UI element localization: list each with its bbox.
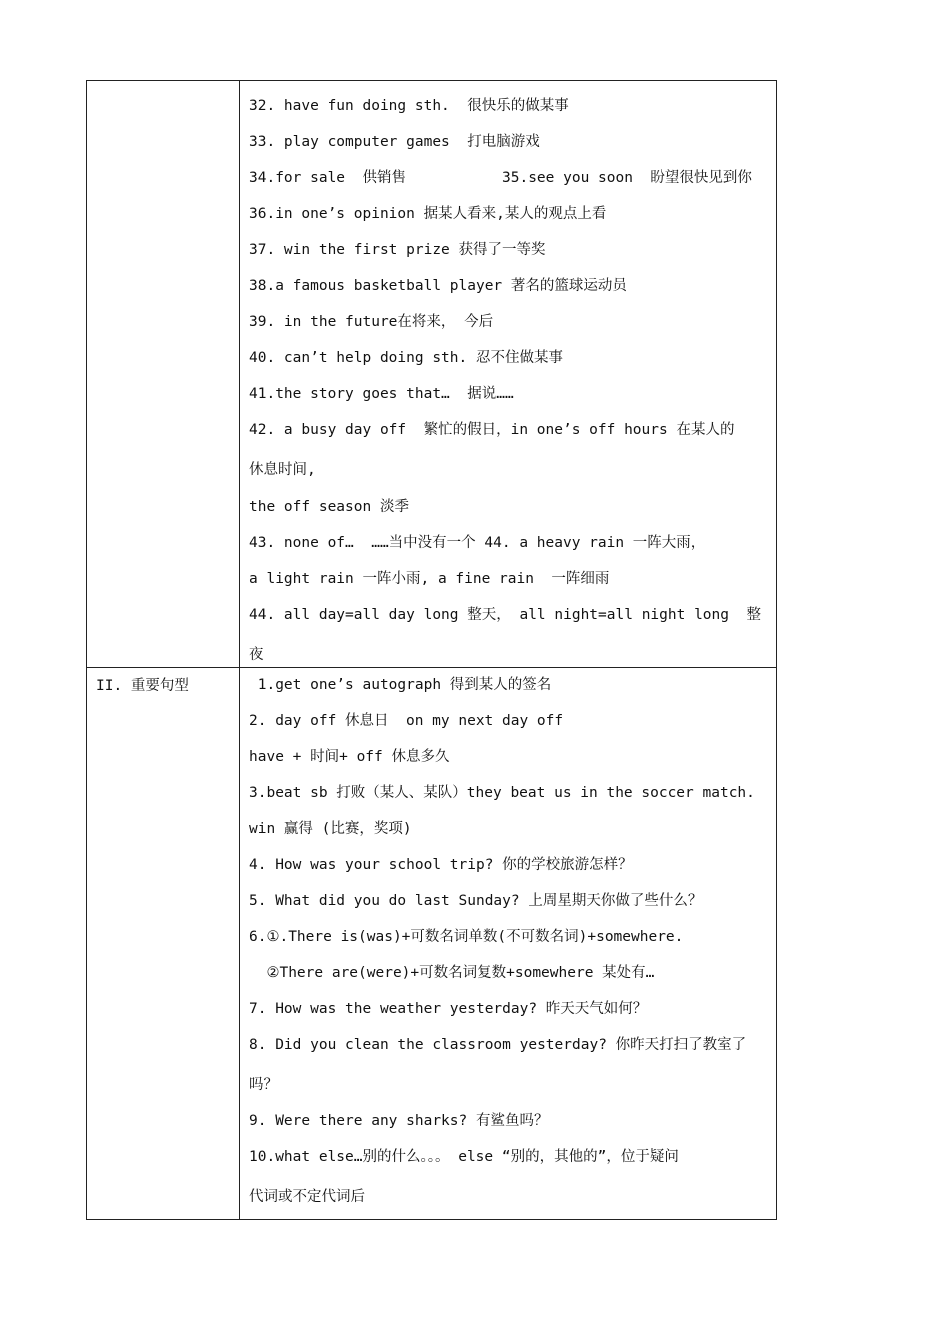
text-line: 36.in one’s opinion 据某人看来,某人的观点上看	[249, 206, 607, 222]
text-line: 吗？	[249, 1077, 278, 1093]
text-line: 4. How was your school trip? 你的学校旅游怎样？	[249, 857, 633, 873]
text-line: the off season 淡季	[249, 499, 409, 515]
table-row	[87, 668, 777, 1220]
text-line: 40. can’t help doing sth. 忍不住做某事	[249, 350, 563, 366]
text-line: 39. in the future在将来， 今后	[249, 314, 494, 330]
text-line: 8. Did you clean the classroom yesterday? 你昨天打扫了教室了	[249, 1037, 747, 1053]
text-line: ②There are(were)+可数名词复数+somewhere 某处有…	[249, 965, 655, 981]
text-line: have + 时间+ off 休息多久	[249, 749, 450, 765]
section-label-cell	[87, 668, 240, 1220]
table-row	[87, 81, 777, 668]
text-line: 3.beat sb 打败（某人、某队）they beat us in the soccer match.	[249, 785, 755, 801]
text-line: 5. What did you do last Sunday? 上周星期天你做了些什么？	[249, 893, 703, 909]
text-line: 10.what else…别的什么。。。 else “别的，其他的”，位于疑问	[249, 1149, 679, 1165]
text-line: 32. have fun doing sth. 很快乐的做某事	[249, 98, 569, 114]
text-line: 34.for sale 供销售 35.see you soon 盼望很快见到你	[249, 170, 752, 186]
vocabulary-table	[86, 80, 777, 1220]
phrases-cell	[240, 81, 777, 668]
text-line: 42. a busy day off 繁忙的假日，in one’s off hours 在某人的	[249, 422, 735, 438]
text-line: 38.a famous basketball player 著名的篮球运动员	[249, 278, 627, 294]
text-line: 9. Were there any sharks? 有鲨鱼吗？	[249, 1113, 549, 1129]
section-label-cell	[87, 81, 240, 668]
text-line: 休息时间,	[249, 462, 316, 478]
text-line: 33. play computer games 打电脑游戏	[249, 134, 540, 150]
text-line: a light rain 一阵小雨, a fine rain 一阵细雨	[249, 571, 610, 587]
text-line: 2. day off 休息日 on my next day off	[249, 713, 564, 729]
text-line: 夜	[249, 647, 264, 663]
text-line: 44. all day=all day long 整天， all night=all night long 整	[249, 607, 761, 623]
text-line: 代词或不定代词后	[249, 1189, 365, 1205]
text-line: 6.①.There is(was)+可数名词单数(不可数名词)+somewhere.	[249, 929, 684, 945]
text-line: 1.get one’s autograph 得到某人的签名	[249, 677, 552, 693]
sentence-patterns-cell	[240, 668, 777, 1220]
text-line: 43. none of… ……当中没有一个 44. a heavy rain 一阵大雨，	[249, 535, 706, 551]
text-line: 7. How was the weather yesterday? 昨天天气如何？	[249, 1001, 648, 1017]
text-line: win 赢得 (比赛，奖项)	[249, 821, 412, 837]
text-line: 41.the story goes that… 据说……	[249, 386, 514, 402]
text-line: 37. win the first prize 获得了一等奖	[249, 242, 546, 258]
section-label: II. 重要句型	[96, 678, 189, 694]
